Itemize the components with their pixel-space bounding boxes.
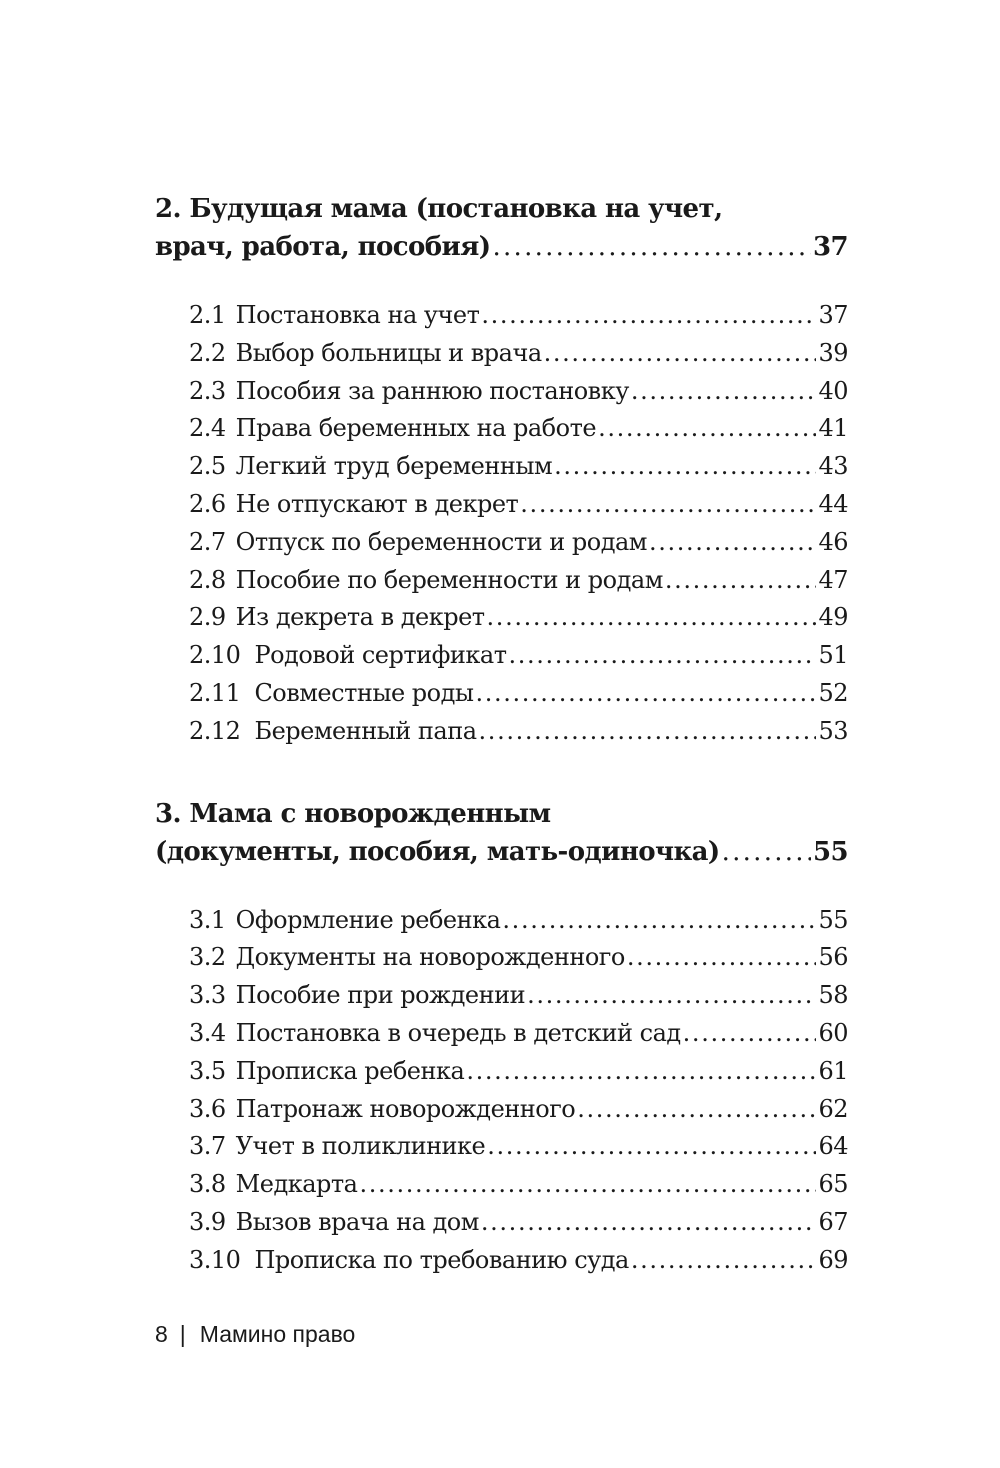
dot-leader (492, 228, 811, 266)
chapter-2-heading (155, 190, 848, 266)
entry-title: Прописка ребенка (235, 1056, 465, 1085)
entry-number: 2.8 (189, 565, 226, 594)
dot-leader (683, 1015, 817, 1053)
entry-number: 3.1 (189, 905, 226, 934)
dot-leader (627, 939, 817, 977)
toc-entry-3-7 (189, 1128, 848, 1166)
dot-leader (722, 833, 811, 871)
entry-title: Беременный папа (254, 716, 477, 745)
entry-number: 3.5 (189, 1056, 226, 1085)
page-footer (155, 1321, 355, 1348)
entry-number: 2.3 (189, 376, 226, 405)
toc-entry-2-12 (189, 713, 848, 751)
toc-entry-2-1 (189, 297, 848, 335)
entry-title: Из декрета в декрет (235, 603, 485, 632)
dot-leader (359, 1166, 816, 1204)
entry-page: 44 (818, 489, 848, 518)
entry-number: 3.6 (189, 1094, 226, 1123)
footer-page-number: 8 (155, 1321, 168, 1347)
entry-number: 2.11 (189, 678, 241, 707)
entry-title: Отпуск по беременности и родам (235, 527, 647, 556)
dot-leader (520, 486, 816, 524)
entry-number: 3.9 (189, 1207, 226, 1236)
dot-leader (479, 713, 817, 751)
entry-number: 2.4 (189, 414, 226, 443)
table-of-contents (155, 190, 848, 1280)
dot-leader (598, 410, 816, 448)
entry-number: 2.9 (189, 603, 226, 632)
dot-leader (527, 977, 816, 1015)
chapter-3-title-line2-row (155, 833, 848, 871)
entry-number: 2.1 (189, 301, 226, 329)
dot-leader (481, 297, 816, 335)
toc-entry-2-2 (189, 335, 848, 373)
entry-title: Пособия за раннюю постановку (235, 376, 629, 405)
entry-page: 69 (818, 1245, 848, 1274)
dot-leader (487, 599, 817, 637)
dot-leader (631, 373, 817, 411)
toc-entry-3-2 (189, 939, 848, 977)
entry-title: Вызов врача на дом (235, 1207, 479, 1236)
entry-title: Легкий труд беременным (235, 452, 553, 481)
toc-entry-3-5 (189, 1053, 848, 1091)
footer-book-title: Мамино право (199, 1321, 356, 1347)
dot-leader (544, 335, 817, 373)
entry-page: 52 (818, 678, 848, 707)
toc-entry-2-9 (189, 599, 848, 637)
toc-entry-3-10 (189, 1242, 848, 1280)
entry-page: 65 (818, 1170, 848, 1199)
entry-page: 55 (818, 905, 848, 934)
toc-entry-2-11 (189, 675, 848, 713)
entry-title: Оформление ребенка (235, 905, 501, 934)
toc-entry-3-9 (189, 1204, 848, 1242)
toc-entry-2-6 (189, 486, 848, 524)
chapter-2-entries (155, 297, 848, 751)
footer-separator: | (179, 1321, 186, 1347)
entry-page: 41 (818, 414, 848, 443)
entry-page: 37 (818, 301, 848, 329)
toc-entry-3-8 (189, 1166, 848, 1204)
entry-page: 39 (818, 338, 848, 367)
toc-entry-2-10 (189, 637, 848, 675)
entry-page: 58 (818, 981, 848, 1010)
entry-title: Патронаж новорожденного (235, 1094, 576, 1123)
entry-page: 53 (818, 716, 848, 745)
chapter-3-entries (155, 902, 848, 1280)
entry-number: 2.10 (189, 641, 241, 670)
chapter-3-title-line2: (документы, пособия, мать-одиночка) (155, 836, 720, 867)
chapter-3-page: 55 (813, 836, 848, 867)
dot-leader (631, 1242, 817, 1280)
entry-title: Медкарта (235, 1170, 358, 1199)
entry-page: 43 (818, 452, 848, 481)
chapter-3-title-line1: 3. Мама с новорожденным (155, 798, 551, 829)
entry-title: Не отпускают в декрет (235, 489, 519, 518)
entry-number: 2.5 (189, 452, 226, 481)
entry-number: 2.2 (189, 338, 226, 367)
entry-title: Пособие по беременности и родам (235, 565, 663, 594)
entry-number: 3.8 (189, 1170, 226, 1199)
toc-entry-3-3 (189, 977, 848, 1015)
chapter-2-title-line2: врач, работа, пособия) (155, 232, 491, 262)
dot-leader (665, 562, 817, 600)
dot-leader (502, 902, 816, 940)
dot-leader (481, 1204, 817, 1242)
entry-number: 3.4 (189, 1018, 226, 1047)
toc-entry-2-8 (189, 562, 848, 600)
toc-entry-2-5 (189, 448, 848, 486)
toc-entry-2-4 (189, 410, 848, 448)
dot-leader (649, 524, 817, 562)
chapter-3-heading (155, 795, 848, 871)
dot-leader (466, 1053, 816, 1091)
entry-page: 62 (818, 1094, 848, 1123)
entry-title: Постановка на учет (235, 301, 480, 329)
dot-leader (554, 448, 816, 486)
entry-page: 67 (818, 1207, 848, 1236)
entry-number: 2.7 (189, 527, 226, 556)
toc-entry-3-1 (189, 902, 848, 940)
chapter-2-page: 37 (813, 232, 848, 262)
entry-number: 3.3 (189, 981, 226, 1010)
chapter-2-title-line2-row (155, 228, 848, 266)
entry-page: 51 (818, 641, 848, 670)
entry-number: 3.2 (189, 943, 226, 972)
entry-title: Пособие при рождении (235, 981, 526, 1010)
entry-title: Права беременных на работе (235, 414, 597, 443)
entry-number: 2.12 (189, 716, 241, 745)
entry-page: 49 (818, 603, 848, 632)
dot-leader (475, 675, 816, 713)
entry-page: 64 (818, 1132, 848, 1161)
entry-page: 46 (818, 527, 848, 556)
entry-title: Родовой сертификат (254, 641, 507, 670)
chapter-2-title-line1: 2. Будущая мама (постановка на учет, (155, 194, 723, 224)
entry-title: Совместные роды (254, 678, 474, 707)
toc-entry-3-4 (189, 1015, 848, 1053)
dot-leader (577, 1091, 816, 1129)
entry-title: Прописка по требованию суда (254, 1245, 629, 1274)
toc-entry-2-3 (189, 373, 848, 411)
entry-page: 61 (818, 1056, 848, 1085)
toc-entry-2-7 (189, 524, 848, 562)
entry-title: Выбор больницы и врача (235, 338, 542, 367)
entry-title: Учет в поликлинике (235, 1132, 486, 1161)
dot-leader (487, 1128, 816, 1166)
entry-number: 3.10 (189, 1245, 241, 1274)
entry-page: 40 (818, 376, 848, 405)
entry-title: Документы на новорожденного (235, 943, 625, 972)
entry-number: 2.6 (189, 489, 226, 518)
dot-leader (509, 637, 817, 675)
entry-title: Постановка в очередь в детский сад (235, 1018, 681, 1047)
entry-page: 56 (818, 943, 848, 972)
entry-page: 60 (818, 1018, 848, 1047)
entry-page: 47 (818, 565, 848, 594)
entry-number: 3.7 (189, 1132, 226, 1161)
toc-entry-3-6 (189, 1091, 848, 1129)
